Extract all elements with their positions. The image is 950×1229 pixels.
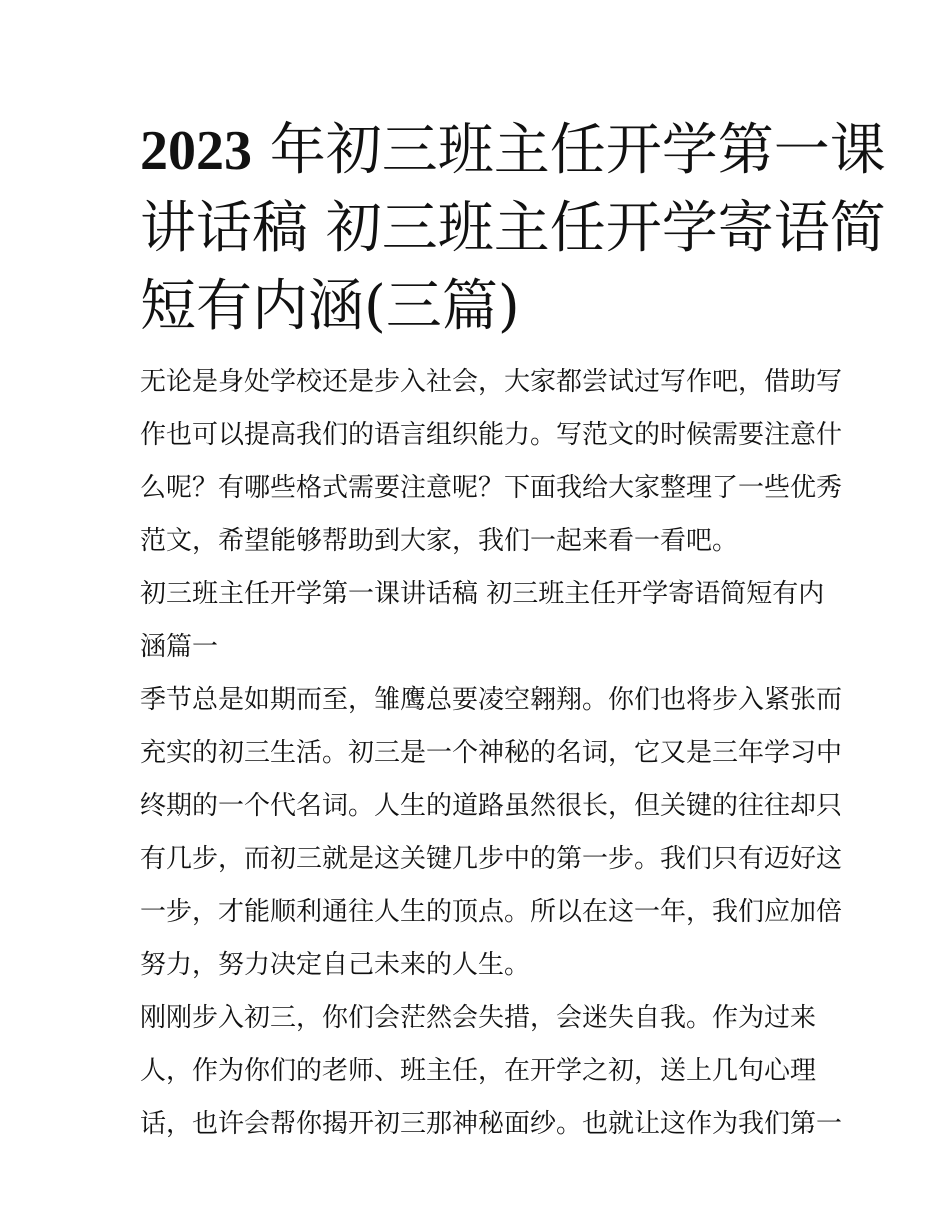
intro-line: 作也可以提高我们的语言组织能力。写范文的时候需要注意什: [140, 420, 843, 450]
paragraph-2: [140, 992, 843, 1151]
intro-line: 么呢？有哪些格式需要注意呢？下面我给大家整理了一些优秀: [140, 473, 843, 503]
paragraph-1-line: 充实的初三生活。初三是一个神秘的名词，它又是三年学习中: [140, 738, 843, 768]
paragraph-1-line: 一步，才能顺利通往人生的顶点。所以在这一年，我们应加倍: [140, 897, 843, 927]
paragraph-2-line: 刚刚步入初三，你们会茫然会失措，会迷失自我。作为过来: [140, 1003, 817, 1033]
paragraph-1-line: 有几步，而初三就是这关键几步中的第一步。我们只有迈好这: [140, 844, 843, 874]
document-page: [140, 112, 886, 1151]
paragraph-1: [140, 674, 843, 992]
title-line-3: 短有内涵(三篇): [140, 274, 520, 339]
intro-paragraph: [140, 356, 843, 568]
paragraph-1-line: 季节总是如期而至，雏鹰总要凌空翱翔。你们也将步入紧张而: [140, 685, 843, 715]
intro-line: 范文，希望能够帮助到大家，我们一起来看一看吧。: [140, 526, 739, 556]
paragraph-1-line: 努力，努力决定自己未来的人生。: [140, 950, 531, 980]
title-line-2: 讲话稿 初三班主任开学寄语简: [140, 196, 886, 261]
paragraph-2-line: 人，作为你们的老师、班主任，在开学之初，送上几句心理: [140, 1056, 817, 1086]
section-heading-line: 涵篇一: [140, 632, 219, 662]
paragraph-1-line: 终期的一个代名词。人生的道路虽然很长，但关键的往往却只: [140, 791, 843, 821]
title-line-1-rest: 年初三班主任开学第一课: [252, 118, 886, 183]
section-heading: [140, 568, 825, 674]
intro-line: 无论是身处学校还是步入社会，大家都尝试过写作吧，借助写: [140, 367, 843, 397]
document-title: [140, 112, 886, 346]
section-heading-line: 初三班主任开学第一课讲话稿 初三班主任开学寄语简短有内: [140, 579, 825, 609]
document-body: [140, 356, 843, 1151]
paragraph-2-line: 话，也许会帮你揭开初三那神秘面纱。也就让这作为我们第一: [140, 1109, 843, 1139]
title-line-1: [140, 112, 886, 190]
title-year: 2023: [140, 120, 252, 182]
